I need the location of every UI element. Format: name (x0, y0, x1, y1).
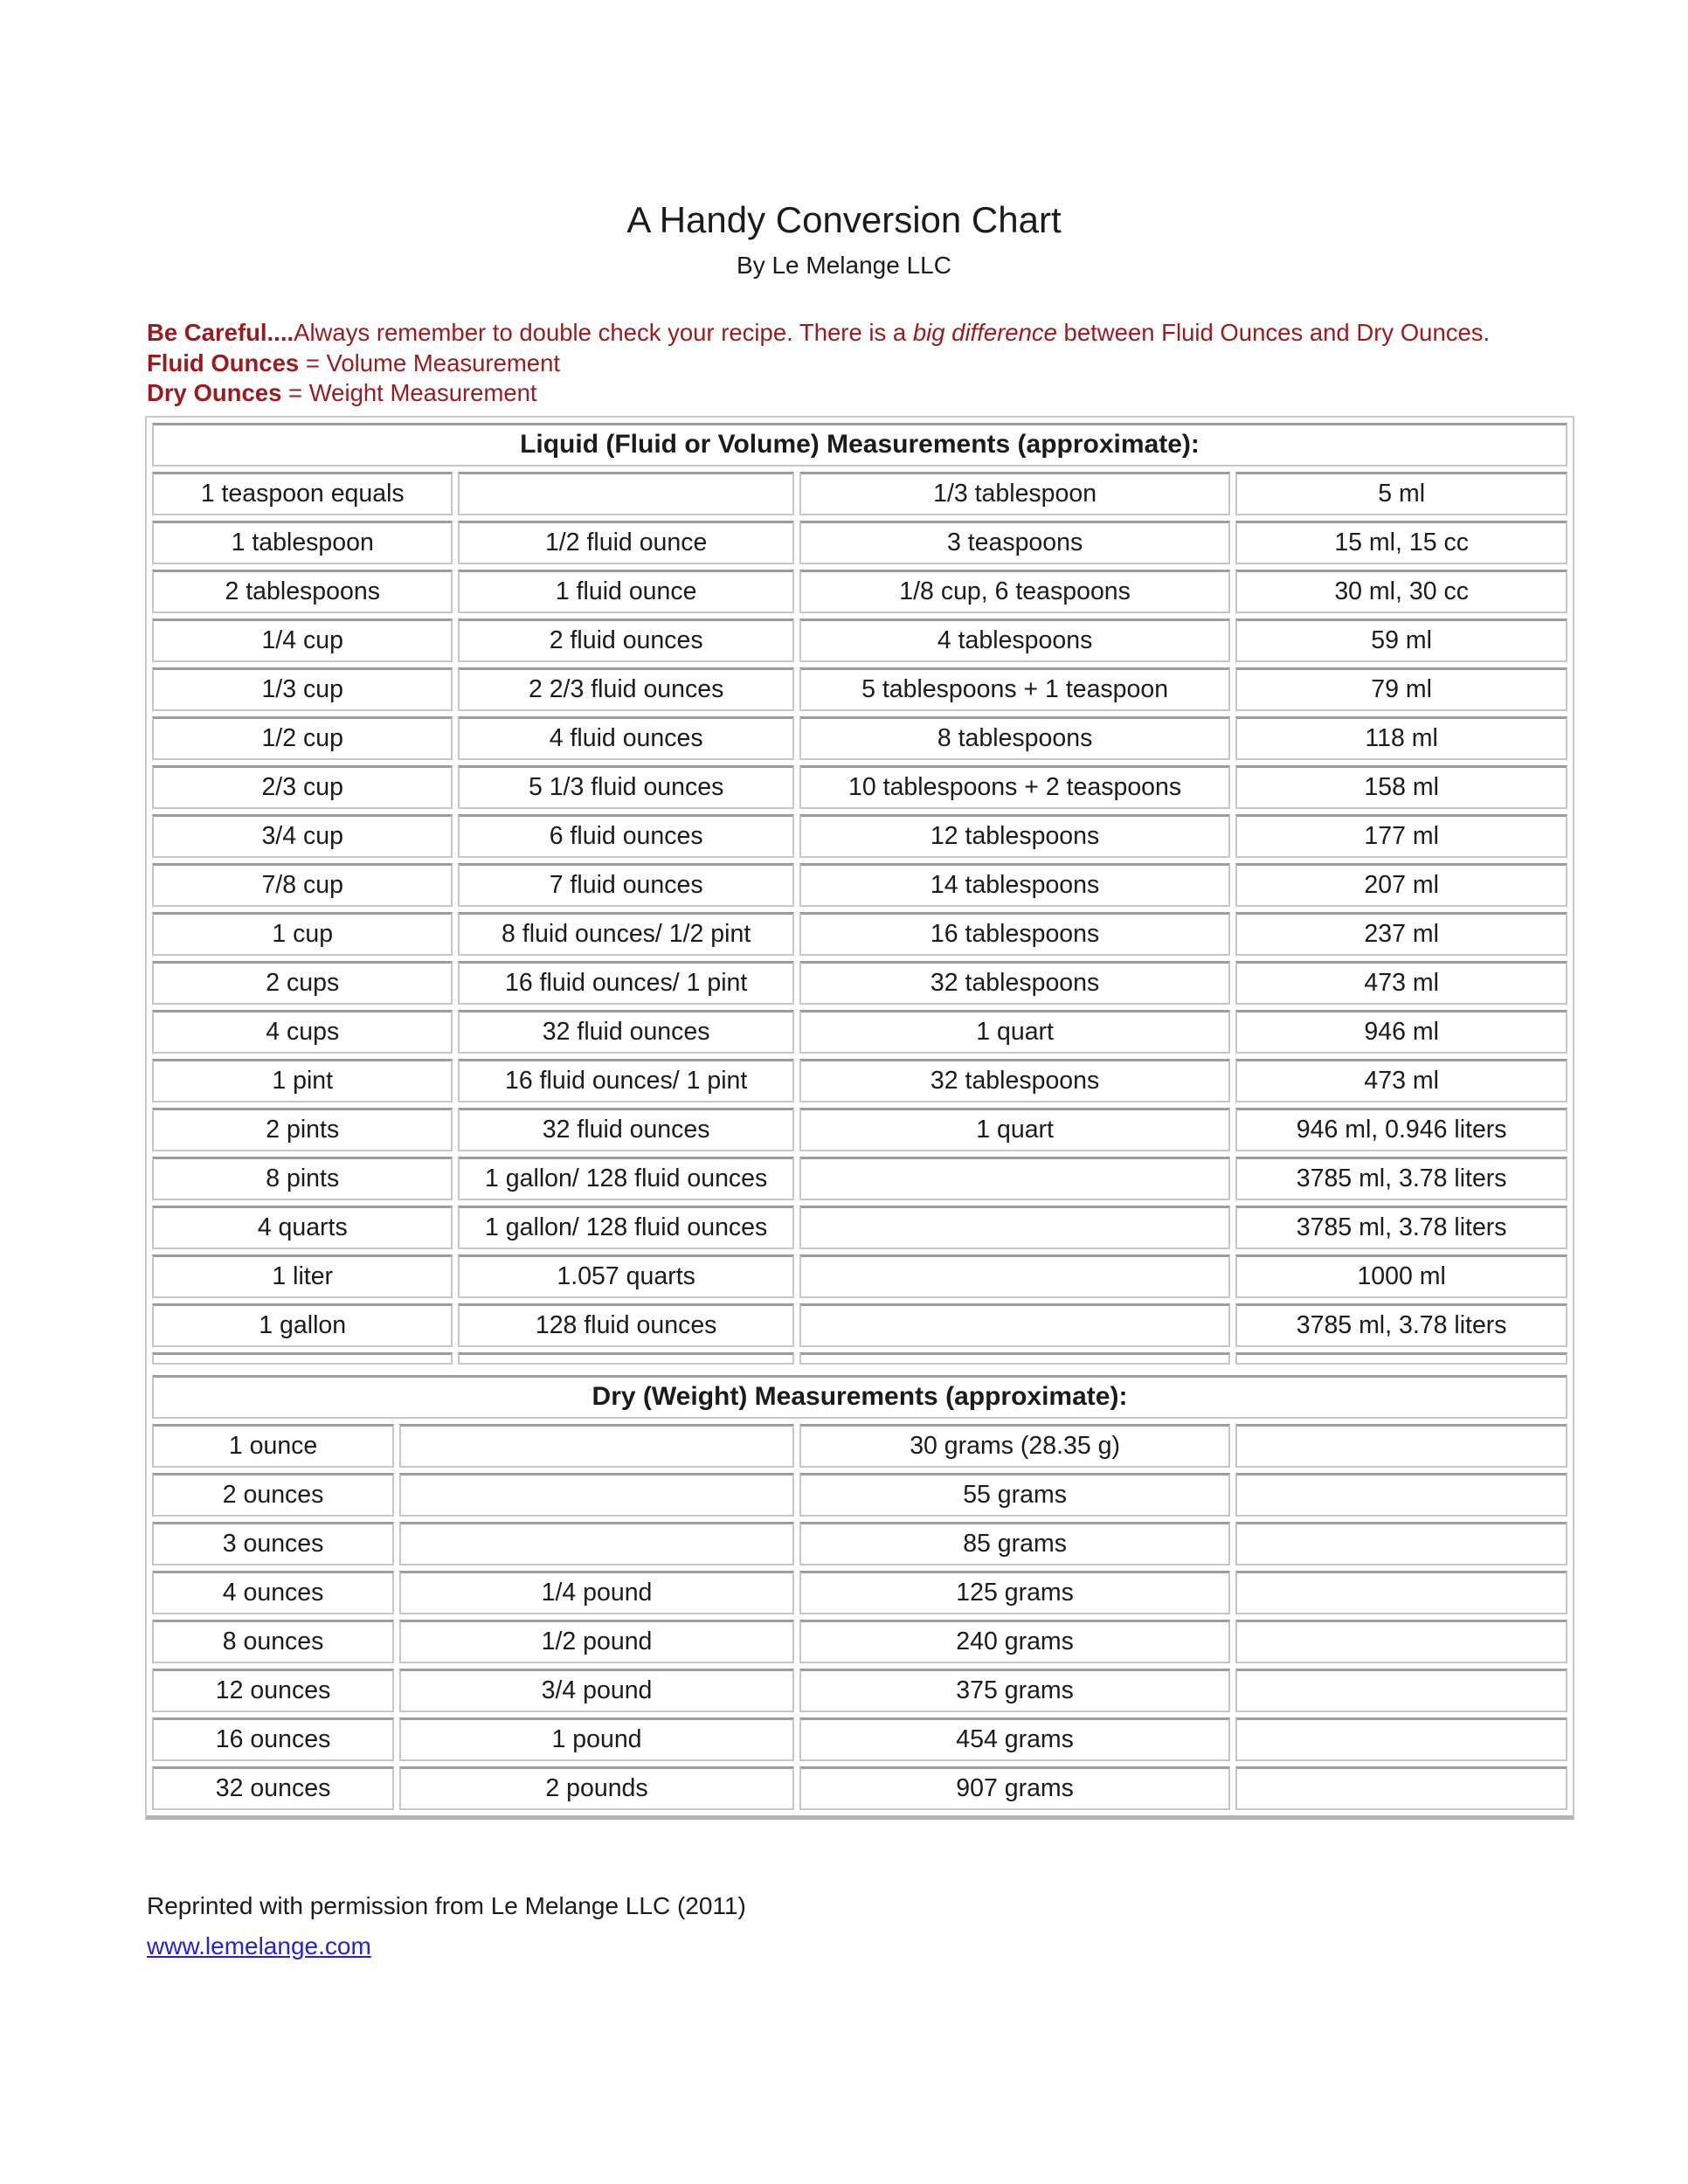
table-cell (799, 1157, 1230, 1200)
table-cell: 1/3 cup (152, 667, 453, 711)
table-cell (399, 1522, 794, 1565)
table-cell: 5 ml (1235, 472, 1567, 515)
table-cell: 30 ml, 30 cc (1235, 570, 1567, 613)
warning-line2-text: = Volume Measurement (299, 349, 561, 377)
table-cell: 32 ounces (152, 1766, 394, 1810)
table-row (152, 1473, 1567, 1517)
table-row (152, 1157, 1567, 1200)
table-cell: 4 fluid ounces (458, 716, 793, 760)
table-cell: 2 pints (152, 1108, 453, 1151)
table-cell: 1 gallon (152, 1303, 453, 1347)
table-cell: 3 ounces (152, 1522, 394, 1565)
table-cell: 1/2 pound (399, 1620, 794, 1663)
table-row (152, 1059, 1567, 1102)
table-cell: 118 ml (1235, 716, 1567, 760)
table-cell: 375 grams (799, 1669, 1230, 1712)
table-cell (799, 1254, 1230, 1298)
table-cell: 4 ounces (152, 1571, 394, 1614)
table-cell: 59 ml (1235, 619, 1567, 662)
table-cell: 1.057 quarts (458, 1254, 793, 1298)
table-cell: 5 tablespoons + 1 teaspoon (799, 667, 1230, 711)
warning-line-3 (147, 378, 1574, 409)
table-cell: 1/2 fluid ounce (458, 521, 793, 564)
table-row (152, 814, 1567, 858)
table-cell (458, 472, 793, 515)
table-cell: 237 ml (1235, 912, 1567, 956)
table-cell: 6 fluid ounces (458, 814, 793, 858)
table-row (152, 1303, 1567, 1347)
table-cell: 85 grams (799, 1522, 1230, 1565)
table-cell: 8 pints (152, 1157, 453, 1200)
table-cell (1235, 1669, 1567, 1712)
dry-measurements-table (147, 1370, 1573, 1815)
footer (147, 1886, 1574, 1966)
table-row (152, 716, 1567, 760)
table-cell: 55 grams (799, 1473, 1230, 1517)
table-row (152, 570, 1567, 613)
table-cell: 907 grams (799, 1766, 1230, 1810)
table-cell: 1/4 pound (399, 1571, 794, 1614)
table-cell: 1/2 cup (152, 716, 453, 760)
table-cell: 1000 ml (1235, 1254, 1567, 1298)
warning-line3-bold: Dry Ounces (147, 379, 282, 406)
table-cell: 1 pound (399, 1717, 794, 1761)
table-cell: 1/3 tablespoon (799, 472, 1230, 515)
liquid-measurements-table (147, 418, 1573, 1370)
dry-section-header: Dry (Weight) Measurements (approximate): (152, 1375, 1567, 1419)
table-cell: 79 ml (1235, 667, 1567, 711)
table-cell: 1 gallon/ 128 fluid ounces (458, 1206, 793, 1249)
table-cell: 158 ml (1235, 765, 1567, 809)
table-cell: 16 tablespoons (799, 912, 1230, 956)
table-cell: 2/3 cup (152, 765, 453, 809)
table-cell: 473 ml (1235, 1059, 1567, 1102)
table-cell: 4 tablespoons (799, 619, 1230, 662)
table-cell: 473 ml (1235, 961, 1567, 1005)
table-cell: 16 ounces (152, 1717, 394, 1761)
table-cell: 3/4 cup (152, 814, 453, 858)
table-cell (399, 1424, 794, 1468)
table-cell: 32 tablespoons (799, 961, 1230, 1005)
warning-block (147, 318, 1574, 409)
table-cell: 5 1/3 fluid ounces (458, 765, 793, 809)
page-subtitle: By Le Melange LLC (737, 252, 951, 279)
table-cell: 4 quarts (152, 1206, 453, 1249)
table-cell (1235, 1717, 1567, 1761)
table-cell: 8 ounces (152, 1620, 394, 1663)
table-cell: 454 grams (799, 1717, 1230, 1761)
table-row (152, 1424, 1567, 1468)
table-cell: 14 tablespoons (799, 863, 1230, 907)
table-row (152, 1206, 1567, 1249)
table-cell: 1 tablespoon (152, 521, 453, 564)
table-row (152, 863, 1567, 907)
table-cell: 16 fluid ounces/ 1 pint (458, 1059, 793, 1102)
table-cell: 1 fluid ounce (458, 570, 793, 613)
table-row (152, 1352, 1567, 1365)
table-cell: 2 2/3 fluid ounces (458, 667, 793, 711)
table-cell: 1 gallon/ 128 fluid ounces (458, 1157, 793, 1200)
table-cell: 1 teaspoon equals (152, 472, 453, 515)
table-cell: 240 grams (799, 1620, 1230, 1663)
table-cell: 7 fluid ounces (458, 863, 793, 907)
table-cell: 2 pounds (399, 1766, 794, 1810)
table-cell: 30 grams (28.35 g) (799, 1424, 1230, 1468)
table-cell: 1 liter (152, 1254, 453, 1298)
table-row (152, 521, 1567, 564)
table-row (152, 1717, 1567, 1761)
table-cell: 8 fluid ounces/ 1/2 pint (458, 912, 793, 956)
warning-line2-bold: Fluid Ounces (147, 349, 300, 377)
warning-line-1 (147, 318, 1574, 349)
table-cell (1235, 1766, 1567, 1810)
table-cell (799, 1206, 1230, 1249)
table-cell: 946 ml, 0.946 liters (1235, 1108, 1567, 1151)
page-title: A Handy Conversion Chart (626, 199, 1062, 240)
table-cell: 2 ounces (152, 1473, 394, 1517)
table-cell (458, 1352, 793, 1365)
table-cell (799, 1352, 1230, 1365)
table-cell: 207 ml (1235, 863, 1567, 907)
table-cell: 177 ml (1235, 814, 1567, 858)
liquid-section-header: Liquid (Fluid or Volume) Measurements (approximate): (152, 423, 1567, 467)
table-cell: 12 tablespoons (799, 814, 1230, 858)
warning-line1-bold: Be Careful.... (147, 319, 294, 346)
table-row (152, 1571, 1567, 1614)
table-row (152, 1522, 1567, 1565)
table-cell (1235, 1620, 1567, 1663)
table-cell: 1 quart (799, 1010, 1230, 1054)
conversion-table-frame (145, 416, 1574, 1820)
table-row (152, 1108, 1567, 1151)
table-cell: 946 ml (1235, 1010, 1567, 1054)
table-row (152, 1620, 1567, 1663)
table-cell: 32 fluid ounces (458, 1010, 793, 1054)
table-cell (1235, 1473, 1567, 1517)
table-cell: 125 grams (799, 1571, 1230, 1614)
table-cell: 3785 ml, 3.78 liters (1235, 1157, 1567, 1200)
footer-website-link[interactable]: www.lemelange.com (147, 1932, 371, 1959)
table-cell (152, 1352, 453, 1365)
table-cell: 1 pint (152, 1059, 453, 1102)
table-cell: 1/8 cup, 6 teaspoons (799, 570, 1230, 613)
table-row (152, 1766, 1567, 1810)
table-row (152, 1669, 1567, 1712)
table-cell: 1/4 cup (152, 619, 453, 662)
table-cell: 2 cups (152, 961, 453, 1005)
warning-line1-end: between Fluid Ounces and Dry Ounces. (1056, 319, 1491, 346)
table-cell (399, 1473, 794, 1517)
table-cell: 2 fluid ounces (458, 619, 793, 662)
table-cell: 1 ounce (152, 1424, 394, 1468)
table-row (152, 912, 1567, 956)
table-cell: 3785 ml, 3.78 liters (1235, 1206, 1567, 1249)
table-row (152, 765, 1567, 809)
table-cell (1235, 1424, 1567, 1468)
table-cell: 8 tablespoons (799, 716, 1230, 760)
table-cell (799, 1303, 1230, 1347)
table-cell: 3785 ml, 3.78 liters (1235, 1303, 1567, 1347)
table-cell: 16 fluid ounces/ 1 pint (458, 961, 793, 1005)
warning-line1-text: Always remember to double check your recipe. There is a (294, 319, 913, 346)
table-cell: 2 tablespoons (152, 570, 453, 613)
table-cell: 1 quart (799, 1108, 1230, 1151)
table-cell: 12 ounces (152, 1669, 394, 1712)
table-cell: 3 teaspoons (799, 521, 1230, 564)
table-row (152, 961, 1567, 1005)
warning-line-2 (147, 349, 1574, 379)
table-cell: 1 cup (152, 912, 453, 956)
table-cell: 15 ml, 15 cc (1235, 521, 1567, 564)
table-section-header-row (152, 423, 1567, 467)
table-cell (1235, 1352, 1567, 1365)
table-row (152, 667, 1567, 711)
footer-permission-text: Reprinted with permission from Le Melange LLC (2011) (147, 1891, 746, 1919)
table-cell: 10 tablespoons + 2 teaspoons (799, 765, 1230, 809)
table-cell (1235, 1522, 1567, 1565)
table-row (152, 472, 1567, 515)
table-cell: 4 cups (152, 1010, 453, 1054)
table-cell: 3/4 pound (399, 1669, 794, 1712)
table-cell: 32 tablespoons (799, 1059, 1230, 1102)
table-row (152, 619, 1567, 662)
warning-line3-text: = Weight Measurement (281, 379, 537, 406)
table-cell: 7/8 cup (152, 863, 453, 907)
table-cell (1235, 1571, 1567, 1614)
table-row (152, 1254, 1567, 1298)
table-cell: 128 fluid ounces (458, 1303, 793, 1347)
warning-line1-italic: big difference (912, 319, 1057, 346)
table-section-header-row (152, 1375, 1567, 1419)
table-row (152, 1010, 1567, 1054)
table-cell: 32 fluid ounces (458, 1108, 793, 1151)
